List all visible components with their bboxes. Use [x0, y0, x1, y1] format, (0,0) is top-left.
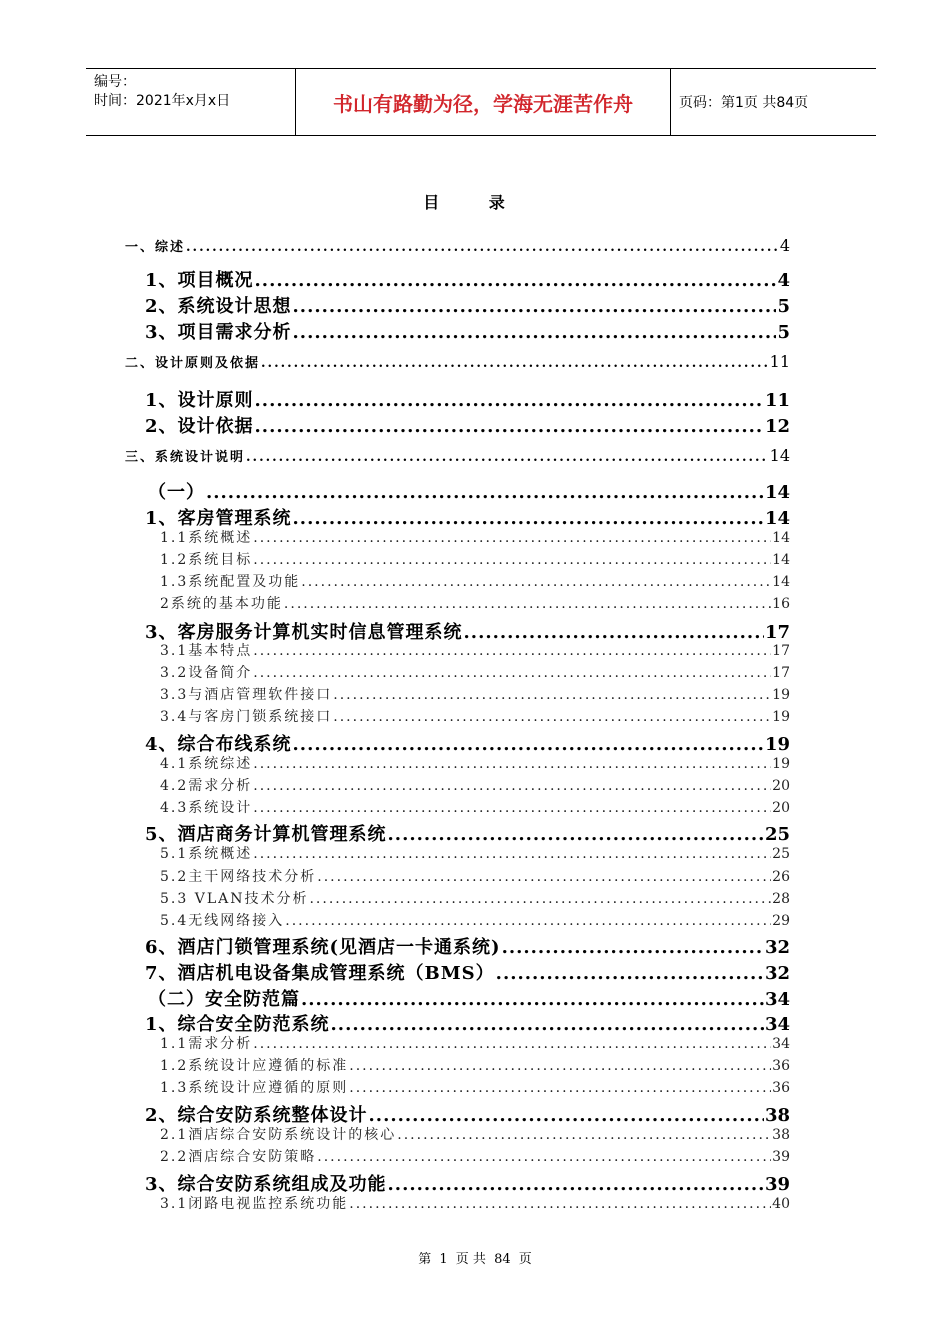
toc-entry[interactable] — [160, 1033, 790, 1053]
toc-entry-page: 29 — [772, 913, 790, 929]
toc-leader-dots — [293, 296, 777, 317]
toc-entry-label: 2.2酒店综合安防策略 — [160, 1149, 317, 1165]
toc-entry[interactable] — [160, 1146, 790, 1166]
toc-entry-page: 5 — [777, 322, 790, 343]
toc-entry-label: 4.1系统综述 — [160, 756, 253, 772]
toc-entry-label: 3.3与酒店管理软件接口 — [160, 687, 333, 703]
toc-entry-page: 34 — [772, 1036, 790, 1052]
toc-entry-label: 5.1系统概述 — [160, 846, 253, 862]
toc-entry-label: 3.1闭路电视监控系统功能 — [160, 1196, 349, 1212]
toc-leader-dots — [255, 390, 764, 411]
toc-leader-dots — [369, 1105, 764, 1126]
toc-entry[interactable] — [145, 959, 790, 985]
header-meta-cell — [86, 69, 296, 136]
toc-entry-page: 20 — [772, 778, 790, 794]
toc-entry-label: 6、酒店门锁管理系统(见酒店一卡通系统) — [145, 937, 501, 958]
toc-entry[interactable] — [160, 527, 790, 547]
toc-leader-dots — [293, 508, 764, 529]
toc-entry-label: 1.3系统配置及功能 — [160, 574, 301, 590]
toc-leader-dots — [186, 240, 779, 255]
toc-entry-page: 38 — [764, 1105, 790, 1126]
toc-entry-label: 2.1酒店综合安防系统设计的核心 — [160, 1127, 397, 1143]
toc-entry-page: 5 — [777, 296, 790, 317]
toc-leader-dots — [285, 913, 771, 929]
toc-entry-page: 4 — [779, 236, 790, 255]
toc-entry-page: 14 — [772, 574, 790, 590]
toc-entry[interactable] — [160, 1055, 790, 1075]
toc-leader-dots — [261, 356, 769, 371]
toc-entry[interactable] — [160, 593, 790, 613]
toc-entry-label: 三、系统设计说明 — [125, 450, 246, 465]
toc-leader-dots — [349, 1196, 771, 1212]
toc-entry[interactable] — [148, 985, 790, 1011]
toc-entry-page: 19 — [772, 687, 790, 703]
toc-leader-dots — [301, 574, 771, 590]
toc-entry-page: 17 — [772, 665, 790, 681]
toc-entry-label: 5、酒店商务计算机管理系统 — [145, 824, 387, 845]
toc-entry-label: 2、综合安防系统整体设计 — [145, 1105, 368, 1126]
toc-entry-page: 25 — [764, 824, 790, 845]
number-label: 编号： — [94, 74, 136, 90]
toc-leader-dots — [502, 937, 764, 958]
toc-entry-label: 3.4与客房门锁系统接口 — [160, 709, 333, 725]
toc-leader-dots — [293, 734, 764, 755]
toc-entry[interactable] — [125, 236, 790, 255]
toc-entry[interactable] — [125, 352, 790, 371]
toc-entry-label: （二）安全防范篇 — [148, 989, 300, 1010]
toc-entry-label: 5.2主干网络技术分析 — [160, 869, 317, 885]
toc-entry[interactable] — [160, 888, 790, 908]
toc-entry-page: 38 — [772, 1127, 790, 1143]
toc-entry-page: 39 — [764, 1174, 790, 1195]
toc-entry-label: 3.1基本特点 — [160, 643, 253, 659]
toc-entry-label: 二、设计原则及依据 — [125, 356, 261, 371]
toc-entry-page: 26 — [772, 869, 790, 885]
toc-leader-dots — [301, 989, 764, 1010]
toc-entry-page: 32 — [764, 963, 790, 984]
toc-entry[interactable] — [160, 662, 790, 682]
toc-entry[interactable] — [145, 266, 790, 292]
header-motto: 书山有路勤为径，学海无涯苦作舟 — [296, 69, 671, 136]
toc-entry[interactable] — [160, 775, 790, 795]
toc-entry-label: 1、设计原则 — [145, 390, 254, 411]
toc-entry[interactable] — [160, 843, 790, 863]
page-footer — [0, 1248, 950, 1267]
toc-leader-dots — [309, 891, 771, 907]
toc-entry-label: 3、项目需求分析 — [145, 322, 292, 343]
toc-entry-page: 16 — [772, 596, 790, 612]
toc-leader-dots — [253, 1036, 771, 1052]
toc-entry-label: 一、综述 — [125, 240, 186, 255]
toc-entry-page: 36 — [772, 1080, 790, 1096]
toc-entry[interactable] — [145, 412, 790, 438]
toc-leader-dots — [255, 270, 777, 291]
toc-entry-page: 14 — [764, 508, 790, 529]
toc-leader-dots — [253, 552, 771, 568]
toc-entry-page: 19 — [772, 709, 790, 725]
toc-entry-label: 1.3系统设计应遵循的原则 — [160, 1080, 349, 1096]
toc-entry-page: 19 — [772, 756, 790, 772]
toc-entry-page: 20 — [772, 800, 790, 816]
toc-leader-dots — [206, 482, 764, 503]
toc-entry[interactable] — [125, 446, 790, 465]
toc-leader-dots — [246, 450, 769, 465]
footer-current-page: 1 — [439, 1252, 448, 1267]
toc-leader-dots — [349, 1058, 771, 1074]
toc-entry-page: 12 — [764, 416, 790, 437]
toc-entry-label: 7、酒店机电设备集成管理系统（BMS） — [145, 963, 495, 984]
toc-entry-page: 19 — [764, 734, 790, 755]
toc-entry-label: 5.4无线网络接入 — [160, 913, 285, 929]
toc-entry[interactable] — [148, 478, 790, 504]
toc-entry-page: 39 — [772, 1149, 790, 1165]
toc-leader-dots — [255, 416, 764, 437]
toc-entry[interactable] — [160, 549, 790, 569]
toc-entry-page: 25 — [772, 846, 790, 862]
toc-entry-label: （一） — [148, 482, 205, 503]
toc-leader-dots — [253, 846, 771, 862]
toc-leader-dots — [253, 643, 771, 659]
toc-leader-dots — [317, 1149, 771, 1165]
toc-leader-dots — [333, 687, 771, 703]
toc-entry-label: 1、项目概况 — [145, 270, 254, 291]
toc-entry[interactable] — [160, 640, 790, 660]
toc-entry-page: 34 — [764, 1014, 790, 1035]
header-table — [86, 68, 876, 136]
footer-total-pages: 84 — [494, 1252, 511, 1267]
toc-entry[interactable] — [160, 797, 790, 817]
toc-entry-page: 34 — [764, 989, 790, 1010]
toc-entry-label: 4.3系统设计 — [160, 800, 253, 816]
toc-entry[interactable] — [145, 292, 790, 318]
toc-entry[interactable] — [160, 1193, 790, 1213]
toc-entry-label: 1.2系统目标 — [160, 552, 253, 568]
header-page-info: 页码：第1页 共84页 — [671, 69, 877, 136]
toc-entry-page: 14 — [772, 552, 790, 568]
toc-leader-dots — [331, 1014, 764, 1035]
toc-entry-page: 17 — [772, 643, 790, 659]
toc-entry-page: 28 — [772, 891, 790, 907]
toc-title: 目 录 — [423, 193, 527, 212]
toc-entry-label: 5.3 VLAN技术分析 — [160, 891, 309, 907]
toc-entry-page: 36 — [772, 1058, 790, 1074]
toc-leader-dots — [253, 800, 771, 816]
toc-entry[interactable] — [145, 386, 790, 412]
toc-entry-label: 3、客房服务计算机实时信息管理系统 — [145, 622, 463, 643]
toc-entry-page: 32 — [764, 937, 790, 958]
toc-leader-dots — [388, 824, 764, 845]
toc-entry-label: 3.2设备简介 — [160, 665, 253, 681]
toc-entry-label: 1.1系统概述 — [160, 530, 253, 546]
toc-entry[interactable] — [160, 1077, 790, 1097]
toc-entry[interactable] — [160, 684, 790, 704]
toc-entry[interactable] — [160, 706, 790, 726]
toc-entry-page: 11 — [769, 352, 790, 371]
toc-leader-dots — [284, 596, 771, 612]
toc-leader-dots — [253, 778, 771, 794]
footer-mid: 页 共 — [455, 1252, 486, 1267]
time-label: 时间：2021年x月x日 — [94, 93, 231, 109]
toc-entry[interactable] — [145, 933, 790, 959]
toc-entry-page: 14 — [769, 446, 790, 465]
toc-entry-page: 40 — [772, 1196, 790, 1212]
toc-entry-label: 2、系统设计思想 — [145, 296, 292, 317]
toc-leader-dots — [333, 709, 771, 725]
toc-entry-label: 2、设计依据 — [145, 416, 254, 437]
toc-entry-label: 1.1需求分析 — [160, 1036, 253, 1052]
toc-entry-page: 4 — [777, 270, 790, 291]
toc-entry-label: 4、综合布线系统 — [145, 734, 292, 755]
toc-entry[interactable] — [145, 318, 790, 344]
toc-leader-dots — [388, 1174, 764, 1195]
toc-entry-label: 1、客房管理系统 — [145, 508, 292, 529]
toc-leader-dots — [253, 756, 771, 772]
toc-leader-dots — [496, 963, 764, 984]
toc-entry-page: 17 — [764, 622, 790, 643]
footer-prefix: 第 — [418, 1252, 432, 1267]
toc-entry[interactable] — [160, 571, 790, 591]
toc-leader-dots — [293, 322, 777, 343]
toc-entry-page: 14 — [764, 482, 790, 503]
toc-leader-dots — [253, 530, 771, 546]
toc-entry-label: 3、综合安防系统组成及功能 — [145, 1174, 387, 1195]
toc-entry-label: 4.2需求分析 — [160, 778, 253, 794]
toc-entry[interactable] — [160, 910, 790, 930]
toc-entry[interactable] — [160, 866, 790, 886]
toc-leader-dots — [317, 869, 771, 885]
toc-entry-label: 2系统的基本功能 — [160, 596, 283, 612]
toc-entry-page: 11 — [764, 390, 790, 411]
toc-leader-dots — [253, 665, 771, 681]
footer-suffix: 页 — [518, 1252, 532, 1267]
toc-entry-page: 14 — [772, 530, 790, 546]
toc-entry[interactable] — [160, 1124, 790, 1144]
toc-entry-label: 1.2系统设计应遵循的标准 — [160, 1058, 349, 1074]
toc-entry[interactable] — [160, 753, 790, 773]
toc-leader-dots — [397, 1127, 771, 1143]
toc-entry-label: 1、综合安全防范系统 — [145, 1014, 330, 1035]
toc-leader-dots — [349, 1080, 771, 1096]
